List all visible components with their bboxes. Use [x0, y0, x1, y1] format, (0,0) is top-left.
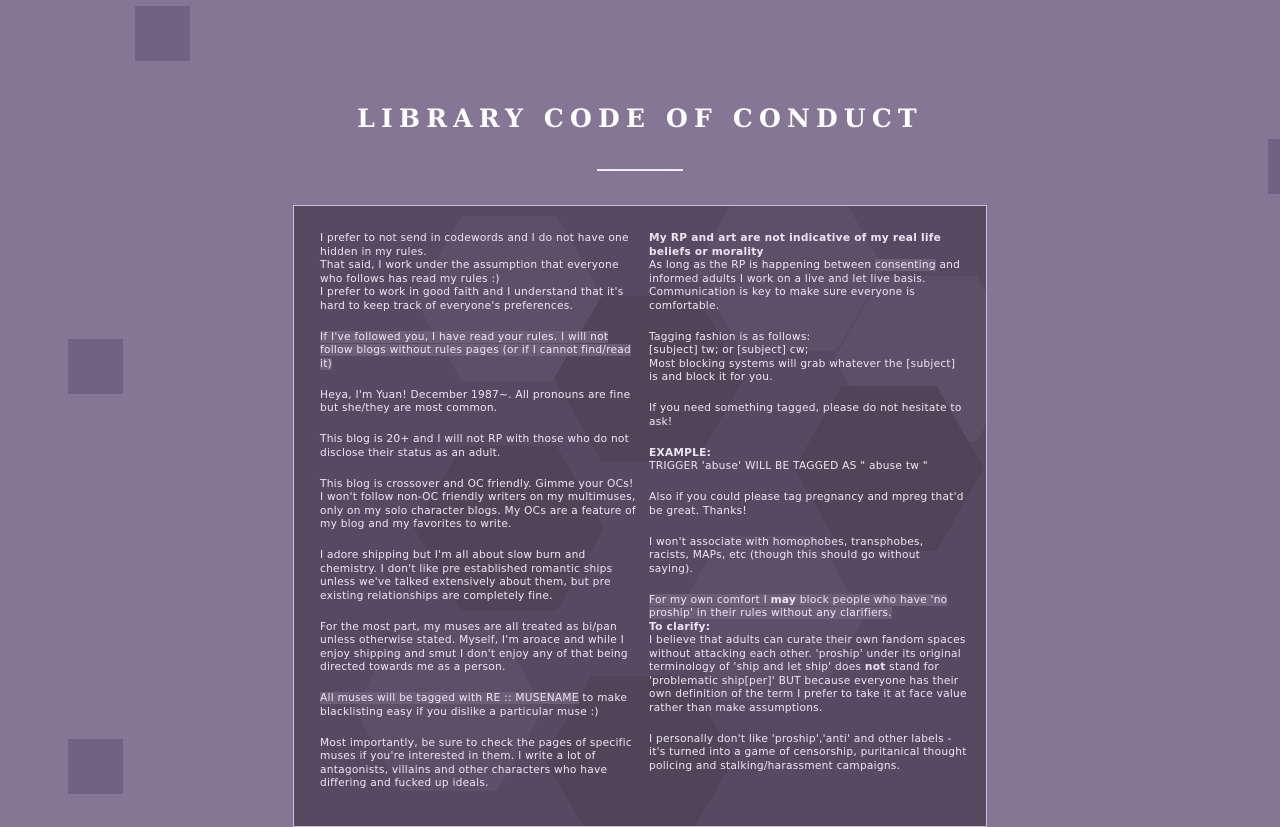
- rule-line: TRIGGER 'abuse' WILL BE TAGGED AS " abuse tw ": [649, 460, 928, 472]
- rule-line: That said, I work under the assumption that everyone who follows has read my rules :): [320, 259, 619, 285]
- highlighted-text: [649, 594, 947, 620]
- decorative-square: [135, 6, 190, 61]
- rule-line: [subject] tw; or [subject] cw;: [649, 344, 809, 356]
- rule-text: to make blacklisting easy if you dislike a particular muse :): [320, 692, 628, 718]
- rule-paragraph: I won't associate with homophobes, transphobes, racists, MAPs, etc (though this should go without saying).: [649, 535, 924, 575]
- page-title: LIBRARY CODE OF CONDUCT: [357, 104, 923, 133]
- example-label: EXAMPLE:: [649, 446, 712, 459]
- rule-line: Most blocking systems will grab whatever the [subject] is and block it for you.: [649, 357, 956, 383]
- highlighted-text: All muses will be tagged with RE :: MUSENAME: [320, 692, 579, 704]
- decorative-square: [1268, 139, 1280, 194]
- rule-paragraph: This blog is crossover and OC friendly. Gimme your OCs! I won't follow non-OC friendly writers on my multimuses, only on my solo character blogs. My OCs are a feature of my blog and my favorites to write.: [320, 477, 636, 530]
- rule-line: [649, 634, 967, 715]
- rule-paragraph: I personally don't like 'proship','anti' and other labels - it's turned into a game of censorship, puritanical thought policing and stalking/harassment campaigns.: [649, 732, 967, 772]
- rule-line: I prefer to work in good faith and I understand that it's hard to keep track of everyone's preferences.: [320, 286, 624, 312]
- rule-paragraph: If you need something tagged, please do not hesitate to ask!: [649, 402, 962, 428]
- highlighted-text: consenting: [875, 259, 936, 271]
- rule-text: As long as the RP is happening between: [649, 259, 876, 271]
- rule-paragraph: [649, 447, 967, 474]
- rule-paragraph: Heya, I'm Yuan! December 1987~. All pronouns are fine but she/they are most common.: [320, 388, 631, 414]
- rule-paragraph: [649, 232, 967, 313]
- rule-line: Tagging fashion is as follows:: [649, 330, 811, 343]
- rule-line: I prefer to not send in codewords and I do not have one hidden in my rules.: [320, 232, 629, 258]
- rule-paragraph: [320, 692, 638, 719]
- rule-paragraph: [649, 331, 967, 385]
- rules-panel: [293, 205, 987, 827]
- decorative-square: [68, 739, 123, 794]
- rule-text: I believe that adults can curate their own fandom spaces without attacking each other. 'proship' under its original terminology of 'ship and let ship' does: [649, 634, 966, 673]
- rules-column-right: [649, 232, 967, 791]
- rule-paragraph: [320, 331, 638, 372]
- rule-paragraph: For the most part, my muses are all treated as bi/pan unless otherwise stated. Myself, I'm aroace and while I enjoy shipping and smut I don't enjoy any of that being directed towards me as a person.: [320, 620, 628, 673]
- rule-paragraph: Also if you could please tag pregnancy and mpreg that'd be great. Thanks!: [649, 491, 964, 517]
- bold-text: not: [864, 661, 886, 673]
- rule-text: and informed adults I work on a live and let live basis.: [649, 259, 961, 285]
- decorative-square: [68, 339, 123, 394]
- bold-text: may: [770, 593, 797, 606]
- section-heading: My RP and art are not indicative of my real life beliefs or morality: [649, 232, 942, 258]
- clarify-label: To clarify:: [649, 620, 711, 633]
- rule-paragraph: Most importantly, be sure to check the pages of specific muses if you're interested in them. I write a lot of antagonists, villains and other characters who have differing and fucked up ideals.: [320, 736, 632, 789]
- rule-paragraph: [649, 594, 967, 716]
- title-divider: [597, 169, 683, 171]
- rule-paragraph: [320, 232, 638, 313]
- highlighted-text: If I've followed you, I have read your rules. I will not follow blogs without rules pages (or if I cannot find/read it): [320, 330, 631, 370]
- rule-text: For my own comfort I: [649, 593, 771, 606]
- rule-line: Communication is key to make sure everyone is comfortable.: [649, 286, 916, 312]
- rules-column-left: [320, 232, 638, 808]
- rule-text: block people who have 'no proship' in their rules without any clarifiers.: [649, 593, 948, 619]
- rule-paragraph: I adore shipping but I'm all about slow burn and chemistry. I don't like pre established romantic ships unless we've talked extensively about them, but pre existing relationships are completely fine.: [320, 549, 613, 602]
- rule-text: stand for 'problematic ship[per]' BUT because everyone has their own definition of the term I prefer to take it at face value rather than make assumptions.: [649, 661, 967, 714]
- rule-line: [649, 259, 967, 286]
- rule-paragraph: This blog is 20+ and I will not RP with those who do not disclose their status as an adult.: [320, 433, 630, 459]
